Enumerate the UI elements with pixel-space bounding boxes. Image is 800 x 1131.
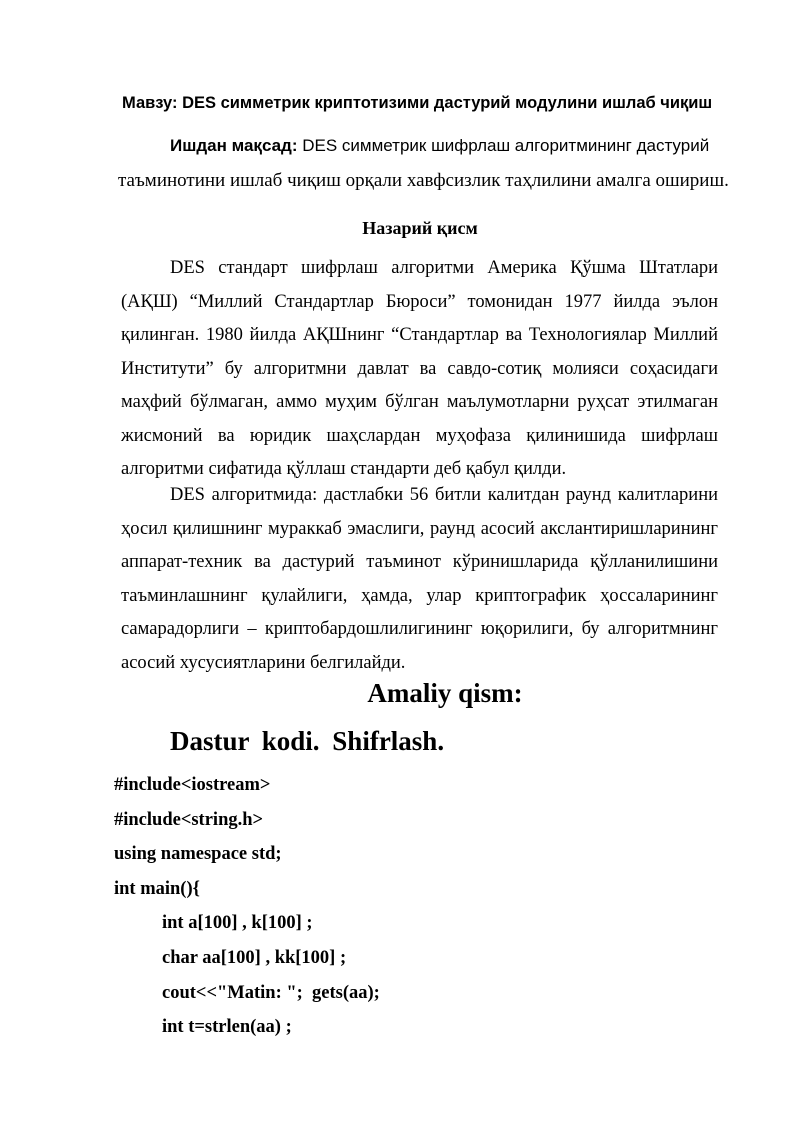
code-heading: Dastur kodi. Shifrlash. bbox=[170, 726, 445, 756]
paragraph-line: аппарат-техник ва дастурий таъминот кўринишларида қўлланилишини bbox=[121, 552, 718, 572]
code-line: char aa[100] , kk[100] ; bbox=[162, 947, 347, 968]
practical-heading: Amaliy qism: bbox=[367, 678, 523, 708]
goal-line-2: таъминотини ишлаб чиқиш орқали хавфсизлик таҳлилини амалга ошириш. bbox=[118, 170, 729, 191]
code-line: #include<iostream> bbox=[114, 775, 271, 795]
goal-line-1 bbox=[170, 136, 709, 156]
document-topic: Мавзу: DES симметрик криптотизими дастурий модулини ишлаб чиқиш bbox=[122, 94, 713, 112]
theory-heading: Назарий қисм bbox=[362, 218, 478, 238]
code-line: int main(){ bbox=[114, 878, 200, 899]
paragraph-line: алгоритми сифатида қўллаш стандарти деб қабул қилди. bbox=[121, 459, 567, 479]
code-line: int a[100] , k[100] ; bbox=[162, 913, 313, 934]
paragraph-line: асосий хусусиятларини белгилайди. bbox=[121, 652, 406, 673]
paragraph-2 bbox=[121, 479, 718, 680]
code-line: cout<<"Matin: "; gets(aa); bbox=[162, 982, 380, 1003]
paragraph-line: DES стандарт шифрлаш алгоритми Америка Қўшма Штатлари bbox=[170, 258, 718, 278]
code-block bbox=[114, 768, 380, 1045]
paragraph-line: (АҚШ) “Миллий Стандартлар Бюроси” томонидан 1977 йилда эълон bbox=[121, 291, 718, 312]
paragraph-line: жисмоний ва юридик шаҳслардан муҳофаза қилинишида шифрлаш bbox=[121, 425, 718, 446]
code-line: #include<string.h> bbox=[114, 809, 264, 830]
paragraph-line: DES алгоритмида: дастлабки 56 битли калитдан раунд калитларини bbox=[170, 485, 718, 505]
paragraph-line: таъминлашнинг қулайлиги, ҳамда, улар криптографик ҳоссаларининг bbox=[121, 585, 718, 606]
paragraph-1 bbox=[121, 252, 718, 487]
paragraph-line: қилинган. 1980 йилда АҚШнинг “Стандартлар ва Технологиялар Миллий bbox=[121, 325, 718, 345]
goal-label: Ишдан мақсад: bbox=[170, 136, 298, 155]
paragraph-line: Институти” бу алгоритмни давлат ва савдо-сотиқ молияси соҳасидаги bbox=[121, 358, 718, 379]
paragraph-line: маҳфий бўлмаган, аммо муҳим бўлган маълумотларни руҳсат этилмаган bbox=[121, 392, 718, 412]
goal-text-1: DES симметрик шифрлаш алгоритмининг дастурий bbox=[297, 136, 710, 155]
paragraph-line: ҳосил қилишнинг мураккаб эмаслиги, раунд асосий акслантиришларининг bbox=[121, 518, 718, 539]
code-line: using namespace std; bbox=[114, 844, 282, 865]
paragraph-line: самарадорлиги – криптобардошлилигининг юқорилиги, бу алгоритмнинг bbox=[121, 619, 718, 639]
code-line: int t=strlen(aa) ; bbox=[162, 1017, 292, 1038]
